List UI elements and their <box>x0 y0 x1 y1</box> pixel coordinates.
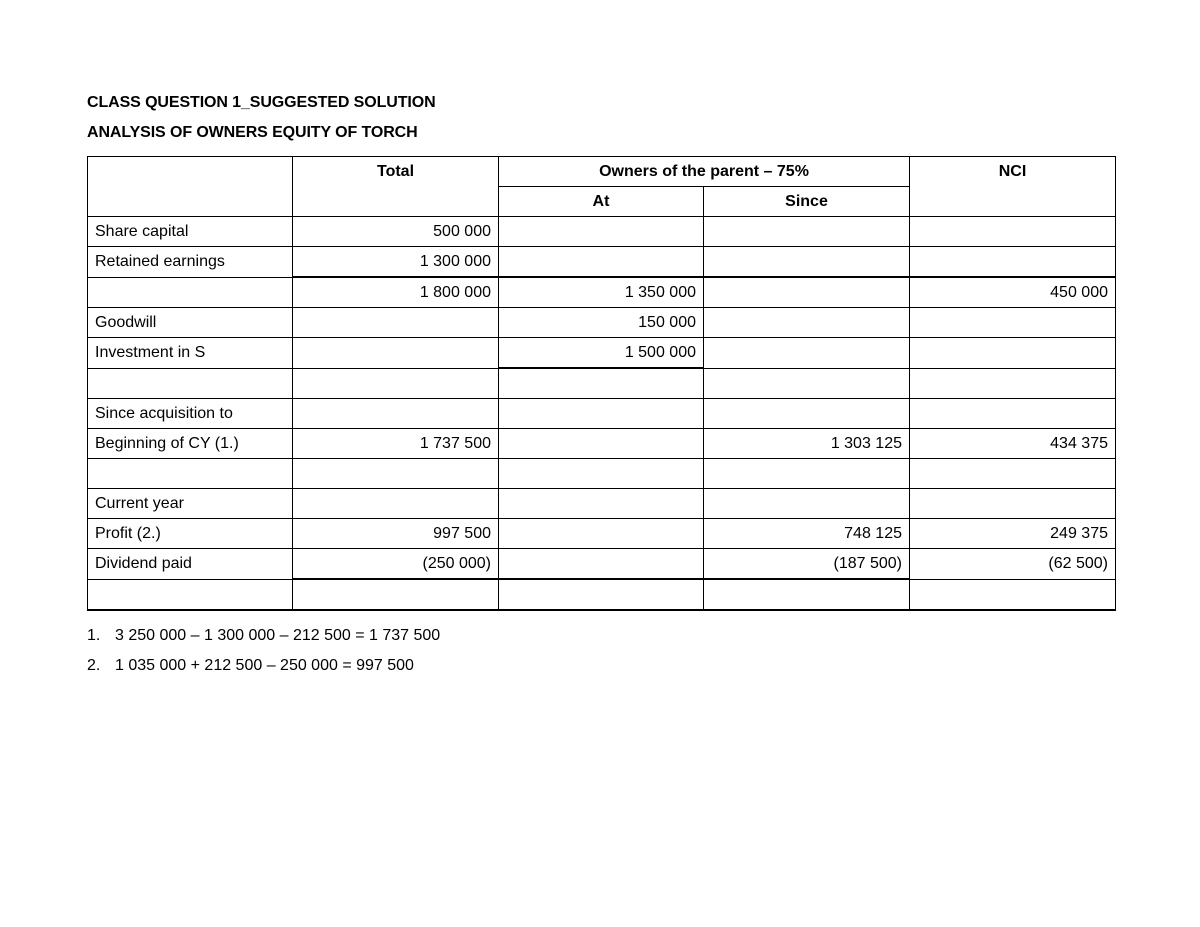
total-cell: 1 737 500 <box>293 429 499 459</box>
row-label-cell <box>88 459 293 489</box>
header-at: At <box>499 187 704 217</box>
since-cell: 748 125 <box>704 519 910 549</box>
since-cell <box>704 489 910 519</box>
total-cell <box>293 459 499 489</box>
row-label-cell <box>88 368 293 399</box>
at-cell: 150 000 <box>499 308 704 338</box>
header-blank-cell <box>88 157 293 217</box>
row-label-cell: Share capital <box>88 217 293 247</box>
total-cell <box>293 338 499 369</box>
total-cell <box>293 399 499 429</box>
document-page <box>87 94 1127 681</box>
equity-analysis-table <box>87 156 1116 611</box>
nci-cell <box>910 368 1116 399</box>
footnote-number: 1. <box>87 627 101 644</box>
since-cell <box>704 459 910 489</box>
footnotes <box>87 621 1127 681</box>
at-cell <box>499 489 704 519</box>
row-label-cell: Retained earnings <box>88 247 293 278</box>
at-cell <box>499 459 704 489</box>
table-row <box>88 247 1116 278</box>
since-cell: 1 303 125 <box>704 429 910 459</box>
footnote <box>87 651 1127 681</box>
table-row <box>88 459 1116 489</box>
at-cell: 1 500 000 <box>499 338 704 369</box>
at-cell <box>499 247 704 278</box>
total-cell: 1 300 000 <box>293 247 499 278</box>
row-label-cell: Profit (2.) <box>88 519 293 549</box>
footnote-number: 2. <box>87 657 101 674</box>
nci-cell <box>910 308 1116 338</box>
row-label-cell <box>88 579 293 610</box>
at-cell <box>499 368 704 399</box>
document-subtitle: ANALYSIS OF OWNERS EQUITY OF TORCH <box>87 124 418 141</box>
table-row <box>88 579 1116 610</box>
table-row <box>88 489 1116 519</box>
since-cell <box>704 308 910 338</box>
nci-cell <box>910 338 1116 369</box>
table-row <box>88 368 1116 399</box>
footnote-text: 3 250 000 – 1 300 000 – 212 500 = 1 737 500 <box>115 627 441 644</box>
since-cell <box>704 579 910 610</box>
since-cell: (187 500) <box>704 549 910 580</box>
row-label-cell: Dividend paid <box>88 549 293 580</box>
nci-cell: 249 375 <box>910 519 1116 549</box>
row-label-cell: Current year <box>88 489 293 519</box>
at-cell <box>499 549 704 580</box>
since-cell <box>704 399 910 429</box>
table-row <box>88 429 1116 459</box>
nci-cell <box>910 579 1116 610</box>
table-row <box>88 549 1116 580</box>
row-label-cell: Investment in S <box>88 338 293 369</box>
footnote <box>87 621 1127 651</box>
row-label-cell: Goodwill <box>88 308 293 338</box>
header-total: Total <box>293 157 499 217</box>
at-cell <box>499 399 704 429</box>
since-cell <box>704 338 910 369</box>
nci-cell <box>910 247 1116 278</box>
table-row <box>88 277 1116 308</box>
total-cell <box>293 489 499 519</box>
total-cell <box>293 308 499 338</box>
row-label-cell <box>88 277 293 308</box>
table-row <box>88 399 1116 429</box>
since-cell <box>704 368 910 399</box>
header-nci: NCI <box>910 157 1116 217</box>
nci-cell <box>910 399 1116 429</box>
total-cell: 997 500 <box>293 519 499 549</box>
row-label-cell: Since acquisition to <box>88 399 293 429</box>
at-cell <box>499 217 704 247</box>
since-cell <box>704 217 910 247</box>
footnote-text: 1 035 000 + 212 500 – 250 000 = 997 500 <box>115 657 414 674</box>
total-cell <box>293 579 499 610</box>
total-cell: (250 000) <box>293 549 499 580</box>
table-row <box>88 338 1116 369</box>
nci-cell: 434 375 <box>910 429 1116 459</box>
nci-cell <box>910 459 1116 489</box>
since-cell <box>704 247 910 278</box>
nci-cell <box>910 217 1116 247</box>
at-cell <box>499 579 704 610</box>
nci-cell <box>910 489 1116 519</box>
nci-cell: 450 000 <box>910 277 1116 308</box>
document-title: CLASS QUESTION 1_SUGGESTED SOLUTION <box>87 94 436 111</box>
at-cell: 1 350 000 <box>499 277 704 308</box>
table-row <box>88 519 1116 549</box>
header-since: Since <box>704 187 910 217</box>
since-cell <box>704 277 910 308</box>
header-owners-of-parent: Owners of the parent – 75% <box>499 157 910 187</box>
at-cell <box>499 429 704 459</box>
total-cell: 1 800 000 <box>293 277 499 308</box>
total-cell <box>293 368 499 399</box>
table-row <box>88 217 1116 247</box>
equity-table-body <box>88 157 1116 611</box>
header-row <box>88 157 1116 187</box>
total-cell: 500 000 <box>293 217 499 247</box>
row-label-cell: Beginning of CY (1.) <box>88 429 293 459</box>
table-row <box>88 308 1116 338</box>
nci-cell: (62 500) <box>910 549 1116 580</box>
at-cell <box>499 519 704 549</box>
